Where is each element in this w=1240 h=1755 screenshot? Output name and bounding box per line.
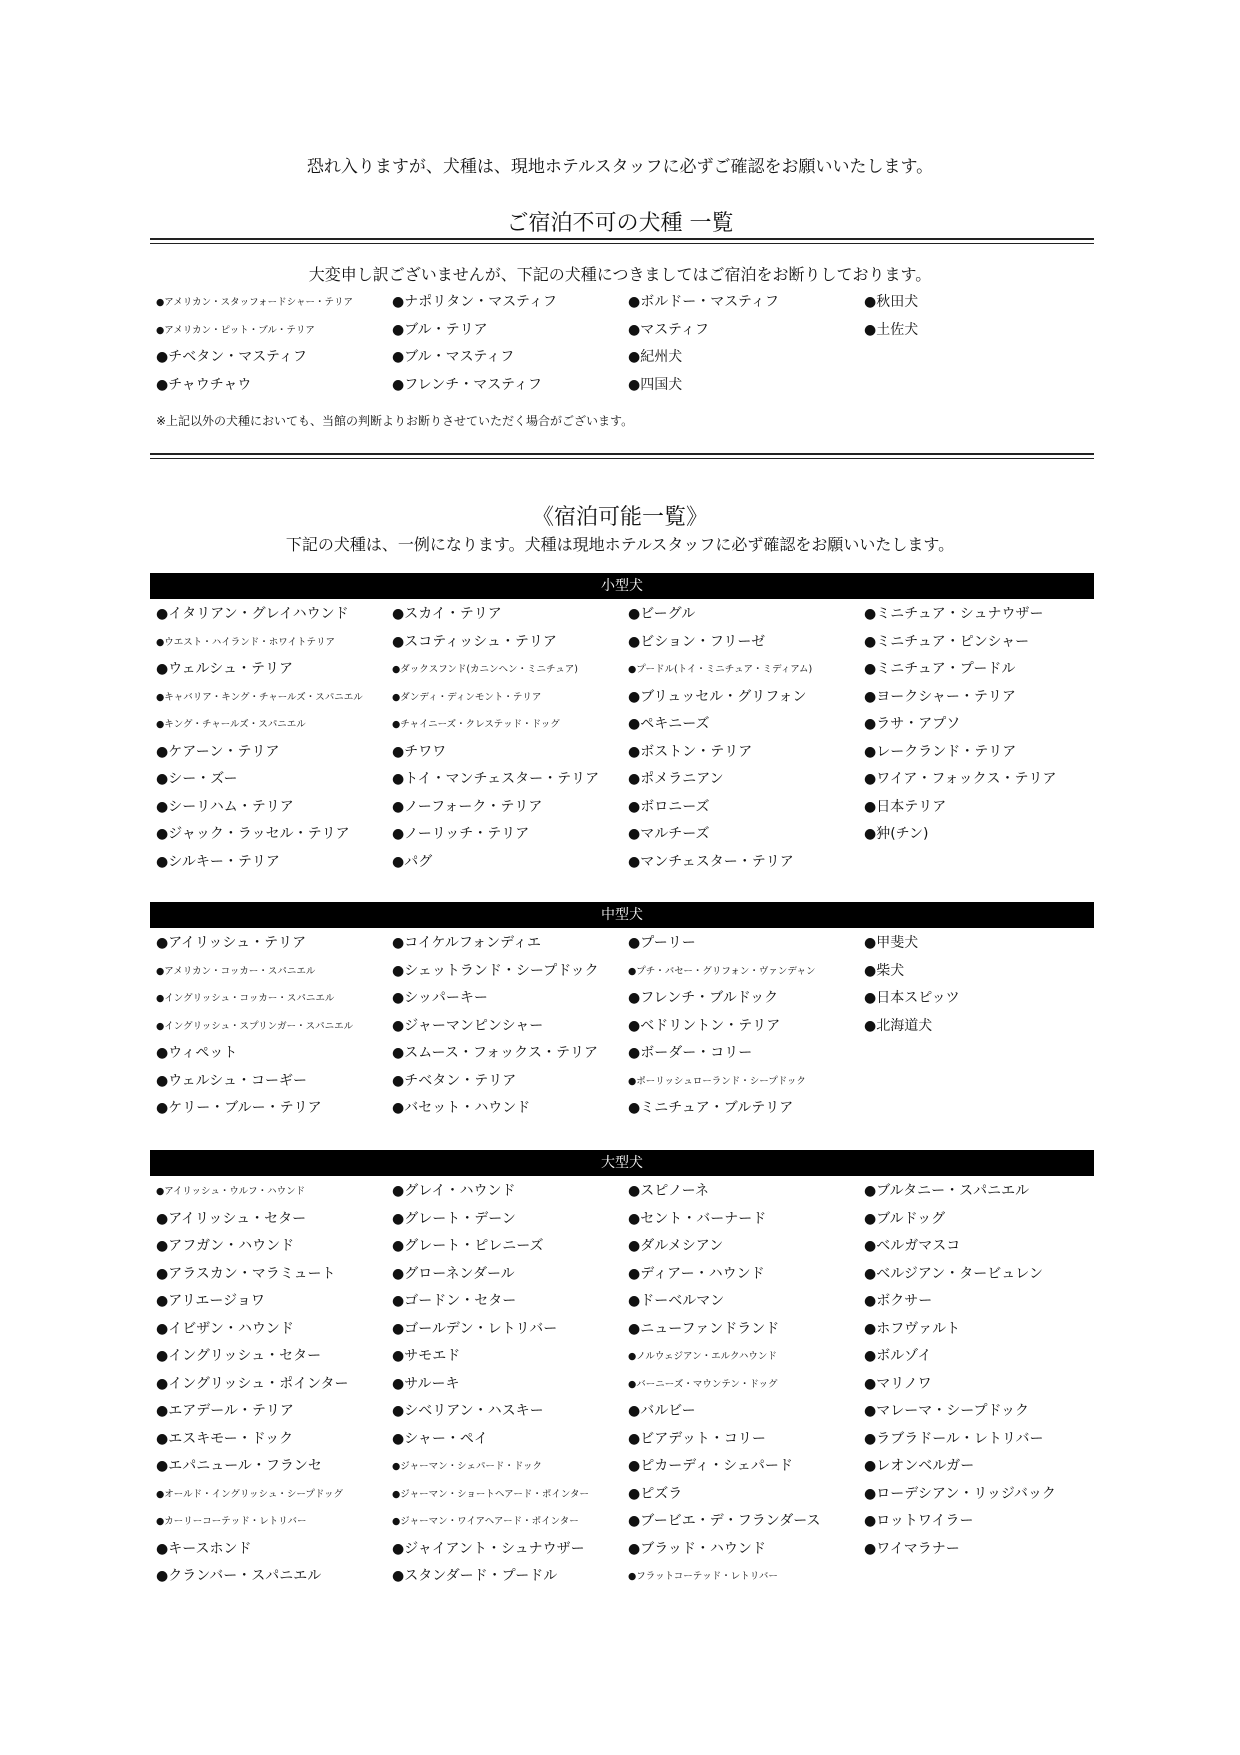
breed-item: ●ナポリタン・マスティフ [392, 294, 557, 310]
breed-item: ●キャバリア・キング・チャールズ・スパニエル [156, 691, 363, 703]
breed-item: ●セント・バーナード [628, 1210, 767, 1227]
breed-item: ●マンチェスター・テリア [628, 853, 794, 870]
breed-item: ●イビザン・ハウンド [156, 1320, 294, 1337]
breed-item: ●ブービエ・デ・フランダース [628, 1513, 821, 1529]
breed-item [864, 1563, 1096, 1591]
breed-item: ●グレート・デーン [392, 1210, 516, 1227]
breed-item [864, 1040, 1096, 1068]
breed-item: ●アリエージョワ [156, 1293, 265, 1309]
allowed-title: 《宿泊可能一覧》 [531, 505, 708, 530]
breed-item: ●スタンダード・プードル [392, 1568, 558, 1584]
breed-item: ●ディアー・ハウンド [628, 1265, 765, 1282]
breed-item [864, 372, 1096, 400]
breed-item: ●エアデール・テリア [156, 1403, 294, 1419]
breed-item: ●ジャーマン・ショートヘアード・ポインター [392, 1488, 589, 1500]
breed-item: ●フレンチ・マスティフ [392, 376, 542, 393]
breed-item: ●ブル・テリア [392, 321, 488, 338]
breed-item: ●ボルドー・マスティフ [628, 294, 779, 310]
breed-item: ●アラスカン・マラミュート [156, 1265, 336, 1282]
breed-item: ●ベルジアン・タービュレン [864, 1265, 1043, 1282]
breed-item: ●アメリカン・コッカー・スパニエル [156, 965, 316, 977]
breed-item: ●ミニチュア・ピンシャー [864, 633, 1030, 650]
breed-item: ●ピズラ [628, 1485, 683, 1502]
breed-item: ●アイリッシュ・セター [156, 1210, 307, 1227]
breed-item: ●四国犬 [628, 376, 683, 393]
breed-item: ●ピカーディ・シェパード [628, 1458, 793, 1474]
breed-item: ●フレンチ・ブルドック [628, 990, 779, 1006]
breed-item: ●チベタン・マスティフ [156, 349, 307, 365]
breed-item: ●グローネンダール [392, 1265, 515, 1282]
breed-item: ●マルチーズ [628, 826, 710, 842]
breed-item: ●レークランド・テリア [864, 743, 1017, 760]
breed-item: ●ミニチュア・プードル [864, 661, 1016, 677]
breed-item: ●チベタン・テリア [392, 1072, 517, 1089]
breed-item: ●紀州犬 [628, 349, 683, 365]
large-dog-list [156, 1178, 1096, 1591]
breed-item: ●エスキモー・ドック [156, 1430, 294, 1447]
breed-item: ●バセット・ハウンド [392, 1100, 531, 1116]
breed-item: ●ベルガマスコ [864, 1238, 961, 1254]
breed-item: ●ノーリッチ・テリア [392, 826, 530, 842]
breed-item: ●シェットランド・シープドック [392, 962, 599, 979]
breed-item: ●マリノワ [864, 1375, 932, 1392]
breed-item: ●アイリッシュ・テリア [156, 935, 307, 951]
breed-item: ●ジャック・ラッセル・テリア [156, 826, 350, 842]
breed-item [864, 1095, 1096, 1123]
breed-item: ●アメリカン・ピット・ブル・テリア [156, 324, 315, 336]
breed-item: ●ヨークシャー・テリア [864, 688, 1016, 705]
breed-item: ●ビション・フリーゼ [628, 633, 766, 650]
breed-item: ●ダルメシアン [628, 1238, 724, 1254]
breed-item: ●シー・ズー [156, 771, 238, 787]
breed-item: ●パグ [392, 853, 433, 870]
breed-item [864, 849, 1096, 877]
breed-item: ●ビアデット・コリー [628, 1430, 766, 1447]
breed-item: ●ニューファンドランド [628, 1320, 780, 1337]
breed-item: ●シルキー・テリア [156, 853, 280, 870]
divider [150, 238, 1094, 244]
breed-item: ●ドーベルマン [628, 1293, 725, 1309]
breed-item: ●イングリッシュ・セター [156, 1348, 322, 1364]
small-dog-list [156, 601, 1096, 876]
breed-item: ●マスティフ [628, 321, 709, 338]
breed-item: ●ノルウェジアン・エルクハウンド [628, 1351, 777, 1362]
breed-item: ●ラブラドール・レトリバー [864, 1430, 1044, 1447]
breed-item: ●カーリーコーテッド・レトリバー [156, 1516, 307, 1527]
breed-item: ●ブルタニー・スパニエル [864, 1183, 1030, 1199]
breed-item: ●バルビー [628, 1403, 696, 1419]
breed-item: ●ビーグル [628, 606, 696, 622]
breed-item: ●ミニチュア・ブルテリア [628, 1100, 794, 1116]
breed-item: ●ケアーン・テリア [156, 743, 280, 760]
breed-item: ●柴犬 [864, 962, 905, 979]
large-dog-header: 大型犬 [150, 1150, 1094, 1176]
breed-item: ●ボーダー・コリー [628, 1045, 753, 1061]
breed-item: ●ボロニーズ [628, 798, 710, 815]
breed-item: ●プーリー [628, 935, 696, 951]
medium-dog-list [156, 930, 1096, 1123]
prohibited-title: ご宿泊不可の犬種 一覧 [506, 211, 734, 236]
breed-item: ●ゴードン・セター [392, 1293, 517, 1309]
breed-item: ●秋田犬 [864, 294, 919, 310]
breed-item: ●ラサ・アプソ [864, 716, 961, 732]
breed-item: ●ノーフォーク・テリア [392, 798, 543, 815]
breed-item: ●ウェルシュ・テリア [156, 661, 294, 677]
breed-item: ●ローデシアン・リッジバック [864, 1485, 1056, 1502]
allowed-subtitle: 下記の犬種は、一例になります。犬種は現地ホテルスタッフに必ず確認をお願いいたします。 [285, 535, 955, 554]
breed-item: ●ワイア・フォックス・テリア [864, 771, 1057, 787]
page-notice: 恐れ入りますが、犬種は、現地ホテルスタッフに必ずご確認をお願いいたします。 [306, 157, 934, 177]
breed-item: ●アメリカン・スタッフォードシャー・テリア [156, 297, 353, 308]
breed-item: ●トイ・マンチェスター・テリア [392, 771, 600, 787]
breed-item: ●サモエド [392, 1348, 461, 1364]
breed-item: ●日本テリア [864, 798, 947, 815]
breed-item: ●アフガン・ハウンド [156, 1238, 295, 1254]
prohibited-note: ※上記以外の犬種においても、当館の判断よりお断りさせていただく場合がございます。 [156, 414, 634, 428]
breed-item: ●グレート・ピレニーズ [392, 1238, 544, 1254]
prohibited-breed-list [156, 289, 1096, 399]
breed-item: ●スピノーネ [628, 1183, 709, 1199]
breed-item: ●北海道犬 [864, 1017, 933, 1034]
breed-item: ●コイケルフォンディエ [392, 935, 541, 951]
breed-item: ●マレーマ・シープドック [864, 1403, 1029, 1419]
breed-item: ●チワワ [392, 743, 447, 760]
breed-item: ●グレイ・ハウンド [392, 1183, 516, 1199]
breed-item: ●プチ・バセー・グリフォン・ヴァンデャン [628, 965, 816, 977]
breed-item: ●日本スピッツ [864, 990, 960, 1006]
breed-item: ●チャウチャウ [156, 376, 252, 393]
breed-item: ●甲斐犬 [864, 935, 919, 951]
breed-item: ●ジャーマン・ワイアヘアード・ポインター [392, 1516, 579, 1527]
breed-item: ●ワイマラナー [864, 1540, 960, 1557]
breed-item: ●ブラッド・ハウンド [628, 1540, 766, 1557]
breed-item: ●オールド・イングリッシュ・シープドッグ [156, 1488, 343, 1500]
breed-item: ●イングリッシュ・コッカー・スパニエル [156, 993, 335, 1004]
prohibited-subtitle: 大変申し訳ございませんが、下記の犬種につきましてはご宿泊をお断りしております。 [308, 265, 932, 284]
breed-item: ●ボストン・テリア [628, 743, 753, 760]
breed-item: ●ポメラニアン [628, 771, 724, 787]
breed-item [864, 344, 1096, 372]
breed-item: ●ベドリントン・テリア [628, 1017, 781, 1034]
breed-item: ●ポーリッシュローランド・シープドック [628, 1075, 806, 1087]
breed-item: ●シーリハム・テリア [156, 798, 294, 815]
breed-item: ●ボクサー [864, 1293, 933, 1309]
breed-item: ●イタリアン・グレイハウンド [156, 606, 349, 622]
breed-item: ●フラットコーテッド・レトリバー [628, 1571, 778, 1582]
divider [150, 453, 1094, 459]
breed-item: ●ブルドッグ [864, 1210, 946, 1227]
breed-item: ●シッパーキー [392, 990, 488, 1006]
breed-item: ●ウエスト・ハイランド・ホワイトテリア [156, 636, 336, 648]
breed-item: ●バーニーズ・マウンテン・ドッグ [628, 1378, 778, 1390]
breed-item: ●ウェルシュ・コーギー [156, 1072, 308, 1089]
breed-item: ●イングリッシュ・ポインター [156, 1375, 349, 1392]
breed-item: ●スカイ・テリア [392, 606, 502, 622]
breed-item: ●アイリッシュ・ウルフ・ハウンド [156, 1186, 306, 1197]
small-dog-header: 小型犬 [150, 573, 1094, 599]
breed-item: ●ペキニーズ [628, 716, 710, 732]
breed-item: ●ロットワイラー [864, 1513, 974, 1529]
breed-item: ●プードル(トイ・ミニチュア・ミディアム) [628, 664, 813, 675]
breed-item: ●ブル・マスティフ [392, 349, 515, 365]
breed-item: ●スムース・フォックス・テリア [392, 1045, 598, 1061]
breed-item: ●レオンベルガー [864, 1458, 975, 1474]
breed-item: ●クランバー・スパニエル [156, 1568, 322, 1584]
breed-item: ●シャー・ペイ [392, 1430, 488, 1447]
breed-item: ●スコティッシュ・テリア [392, 633, 557, 650]
medium-dog-header: 中型犬 [150, 902, 1094, 928]
breed-item: ●ジャーマン・シェパード・ドック [392, 1461, 543, 1472]
breed-item: ●ダックスフンド(カニンヘン・ミニチュア) [392, 664, 578, 675]
breed-item [864, 1068, 1096, 1096]
breed-item: ●ダンディ・ディンモント・テリア [392, 691, 542, 703]
breed-item: ●ジャーマンピンシャー [392, 1017, 544, 1034]
breed-item: ●キング・チャールズ・スパニエル [156, 719, 306, 730]
breed-item: ●エパニュール・フランセ [156, 1458, 322, 1474]
breed-item: ●ミニチュア・シュナウザー [864, 606, 1044, 622]
breed-item: ●ホフヴァルト [864, 1320, 961, 1337]
breed-item: ●ジャイアント・シュナウザー [392, 1540, 585, 1557]
breed-item: ●ゴールデン・レトリバー [392, 1320, 558, 1337]
breed-item: ●サルーキ [392, 1375, 460, 1392]
breed-item: ●ウィペット [156, 1045, 238, 1061]
breed-item: ●シベリアン・ハスキー [392, 1403, 544, 1419]
breed-item: ●イングリッシュ・スプリンガー・スパニエル [156, 1020, 354, 1032]
breed-item: ●ボルゾイ [864, 1348, 932, 1364]
breed-item: ●チャイニーズ・クレステッド・ドッグ [392, 719, 560, 730]
breed-item: ●土佐犬 [864, 321, 919, 338]
breed-item: ●キースホンド [156, 1540, 252, 1557]
breed-item: ●ケリー・ブルー・テリア [156, 1100, 322, 1116]
breed-item: ●ブリュッセル・グリフォン [628, 688, 807, 705]
breed-item: ●狆(チン) [864, 826, 929, 842]
